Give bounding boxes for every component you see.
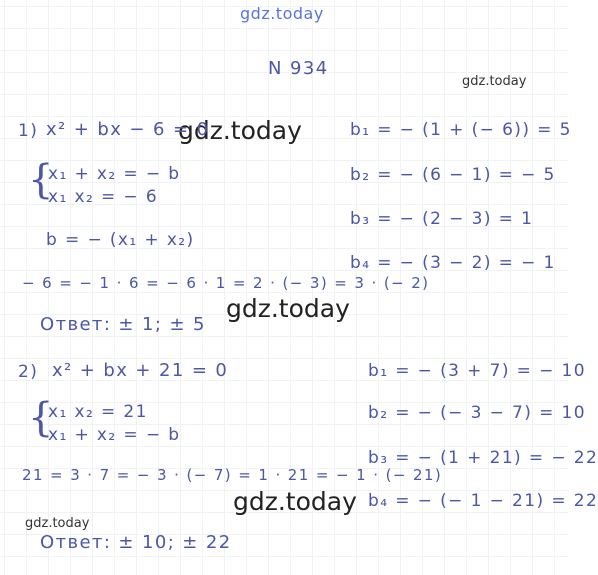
part1-factorizations: − 6 = − 1 · 6 = − 6 · 1 = 2 · (− 3) = 3 · (− 2) bbox=[22, 274, 430, 292]
part2-label: 2) bbox=[18, 362, 39, 382]
part1-b3: b₃ = − (2 − 3) = 1 bbox=[350, 209, 534, 229]
part2-system-line2: x₁ + x₂ = − b bbox=[48, 425, 181, 445]
part1-label: 1) bbox=[18, 121, 39, 141]
part1-system-line2: x₁ x₂ = − 6 bbox=[48, 187, 159, 207]
part2-b2: b₂ = − (− 3 − 7) = 10 bbox=[368, 403, 586, 423]
part1-answer: Ответ: ± 1; ± 5 bbox=[40, 314, 206, 335]
task-number: N 934 bbox=[268, 58, 329, 79]
part2-b3: b₃ = − (1 + 21) = − 22 bbox=[368, 448, 598, 468]
watermark-large-1: gdz.today bbox=[178, 116, 302, 145]
part2-system-line1: x₁ x₂ = 21 bbox=[48, 402, 148, 422]
part1-equation: x² + bx − 6 = 0 bbox=[46, 119, 210, 140]
part2-system bbox=[48, 404, 181, 444]
part1-b1: b₁ = − (1 + (− 6)) = 5 bbox=[350, 120, 572, 140]
watermark-top: gdz.today bbox=[240, 4, 324, 23]
watermark-small-bottom-left: gdz.today bbox=[25, 516, 90, 531]
part2-system-brace: { bbox=[28, 395, 54, 441]
part2-b4: b₄ = − (− 1 − 21) = 22 bbox=[368, 491, 598, 511]
part1-b4: b₄ = − (3 − 2) = − 1 bbox=[350, 253, 556, 273]
part1-system bbox=[48, 166, 181, 206]
part2-answer: Ответ: ± 10; ± 22 bbox=[40, 532, 232, 553]
part1-b-formula: b = − (x₁ + x₂) bbox=[46, 230, 195, 250]
watermark-large-2: gdz.today bbox=[226, 294, 350, 323]
part1-b2: b₂ = − (6 − 1) = − 5 bbox=[350, 165, 556, 185]
part2-factorizations: 21 = 3 · 7 = − 3 · (− 7) = 1 · 21 = − 1 · (− 21) bbox=[22, 466, 443, 484]
watermark-large-3: gdz.today bbox=[233, 487, 357, 516]
part1-system-line1: x₁ + x₂ = − b bbox=[48, 164, 181, 184]
watermark-small-top-right: gdz.today bbox=[462, 74, 527, 89]
part1-system-brace: { bbox=[28, 157, 54, 203]
part2-equation: x² + bx + 21 = 0 bbox=[52, 360, 229, 381]
part2-b1: b₁ = − (3 + 7) = − 10 bbox=[368, 361, 586, 381]
